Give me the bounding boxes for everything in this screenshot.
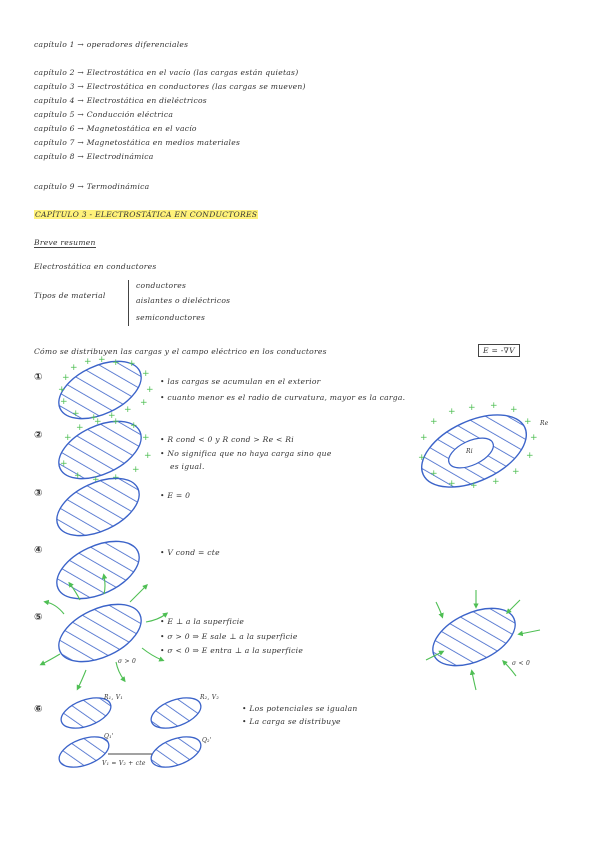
chapter-subtitle: Breve resumen [34, 238, 96, 247]
s1-line-2: • cuanto menor es el radio de curvatura, mayor es la carga. [160, 393, 406, 402]
s6-line-2: • La carga se distribuye [242, 717, 341, 726]
svg-text:+: + [526, 451, 534, 461]
svg-text:+: + [58, 385, 66, 395]
svg-text:+: + [510, 405, 518, 415]
s1-line-1: • las cargas se acumulan en el exterior [160, 377, 321, 386]
svg-text:+: + [130, 421, 138, 431]
svg-text:+: + [98, 355, 106, 365]
conductor-6b [147, 692, 205, 734]
s6-wire-label: V₁ = V₂ + cte [102, 760, 146, 767]
svg-text:+: + [430, 469, 438, 479]
svg-text:+: + [94, 417, 102, 427]
svg-text:+: + [60, 459, 68, 469]
index-item-4: capítulo 4 → Electrostática en dieléctricos [34, 96, 207, 105]
svg-text:+: + [144, 451, 152, 461]
svg-text:+: + [62, 373, 70, 383]
conductor-2 [50, 410, 152, 491]
svg-text:+: + [142, 369, 150, 379]
svg-text:+: + [92, 475, 100, 485]
index-item-7: capítulo 7 → Magnetostática en medios materiales [34, 138, 241, 147]
svg-text:+: + [468, 403, 476, 413]
svg-text:+: + [132, 465, 140, 475]
svg-text:+: + [72, 409, 80, 419]
index-item-1: capítulo 1 → operadores diferenciales [34, 40, 189, 49]
index-item-5: capítulo 5 → Conducción eléctrica [34, 110, 174, 119]
svg-text:+: + [108, 411, 116, 421]
s5-line-2: • σ > 0 ⇒ E sale ⊥ a la superficie [160, 632, 298, 641]
svg-text:+: + [124, 405, 132, 415]
svg-text:+: + [142, 433, 150, 443]
svg-text:+: + [84, 357, 92, 367]
svg-text:+: + [112, 417, 120, 427]
svg-text:+: + [524, 417, 532, 427]
svg-text:+: + [60, 397, 68, 407]
index-item-6: capítulo 6 → Magnetostática en el vacío [34, 124, 197, 133]
svg-text:+: + [418, 453, 426, 463]
materials-label: Tipos de material [34, 291, 106, 300]
material-2: aislantes o dieléctricos [136, 296, 231, 305]
index-item-9: capítulo 9 → Termodinámica [34, 182, 150, 191]
conductor-1 [50, 350, 154, 431]
conductor-5-negative [424, 590, 540, 690]
chapter-intro: Electrostática en conductores [34, 262, 157, 271]
ring-conductor [411, 400, 538, 502]
s5-right-label: σ < 0 [512, 660, 531, 667]
svg-text:+: + [420, 433, 428, 443]
svg-text:+: + [128, 359, 136, 369]
formula-box: E = -∇V [478, 344, 520, 357]
material-3: semiconductores [136, 313, 206, 322]
svg-text:+: + [146, 385, 154, 395]
svg-text:+: + [470, 481, 478, 491]
s4-line-1: • V cond = cte [160, 548, 220, 557]
s6-label-a: R₁, V₁ [104, 694, 123, 701]
ring-outer-label: Re [540, 420, 549, 427]
material-1: conductores [136, 281, 187, 290]
index-item-8: capítulo 8 → Electrodinámica [34, 152, 154, 161]
svg-text:+: + [448, 407, 456, 417]
section-5-number: ⑤ [34, 612, 43, 623]
section-4-number: ④ [34, 545, 43, 556]
svg-text:+: + [74, 471, 82, 481]
svg-text:+: + [512, 467, 520, 477]
s5-left-label: σ > 0 [118, 658, 137, 665]
section-6-number: ⑥ [34, 704, 43, 715]
conductor-6d [147, 731, 205, 773]
svg-text:+: + [490, 401, 498, 411]
section-1-number: ① [34, 372, 43, 383]
svg-text:+: + [76, 423, 84, 433]
s6-label-b: R₂, V₂ [200, 694, 219, 701]
question-text: Cómo se distribuyen las cargas y el campo eléctrico en los conductores [34, 347, 327, 356]
s6-label-d: Q₂' [202, 737, 212, 744]
svg-text:+: + [448, 479, 456, 489]
svg-text:+: + [112, 358, 120, 368]
svg-text:+: + [70, 363, 78, 373]
index-item-3: capítulo 3 → Electrostática en conductores (las cargas se mueven) [34, 82, 306, 91]
s5-line-3: • σ < 0 ⇒ E entra ⊥ a la superficie [160, 646, 304, 655]
section-2-number: ② [34, 430, 43, 441]
ring-inner-label: Ri [466, 448, 473, 455]
s2-line-1: • R cond < 0 y R cond > Re < Ri [160, 435, 294, 444]
svg-text:+: + [64, 433, 72, 443]
svg-text:+: + [492, 477, 500, 487]
s5-line-1: • E ⊥ a la superficie [160, 617, 245, 626]
svg-text:+: + [90, 413, 98, 423]
s2-line-3: es igual. [170, 462, 205, 471]
chapter-title: CAPÍTULO 3 - ELECTROSTÁTICA EN CONDUCTORES [35, 210, 258, 219]
index-item-2: capítulo 2 → Electrostática en el vacío (las cargas están quietas) [34, 68, 299, 77]
s3-line-1: • E = 0 [160, 491, 191, 500]
svg-text:+: + [430, 417, 438, 427]
s6-label-c: Q₁' [104, 733, 114, 740]
section-3-number: ③ [34, 488, 43, 499]
s6-line-1: • Los potenciales se igualan [242, 704, 358, 713]
svg-text:+: + [140, 398, 148, 408]
s2-line-2: • No significa que no haya carga sino que [160, 449, 332, 458]
svg-text:+: + [530, 433, 538, 443]
